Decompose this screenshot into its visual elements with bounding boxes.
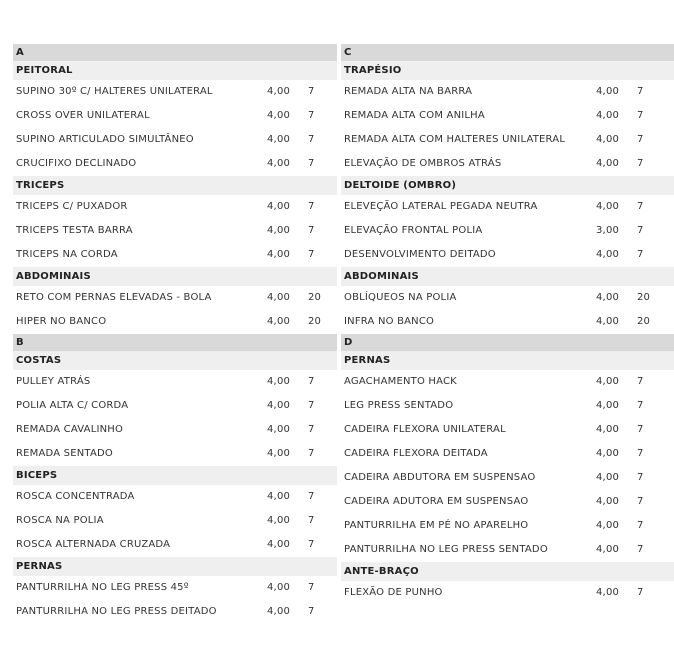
exercise-name: CADEIRA FLEXORA DEITADA: [344, 448, 488, 459]
exercise-name: CROSS OVER UNILATERAL: [16, 110, 150, 121]
exercise-load: 4,00: [596, 544, 620, 555]
exercise-load: 4,00: [267, 201, 291, 212]
exercise-row: [341, 243, 674, 267]
exercise-reps: 7: [637, 376, 644, 387]
exercise-reps: 7: [637, 86, 644, 97]
exercise-reps: 20: [637, 292, 651, 303]
exercise-load: 4,00: [596, 158, 620, 169]
exercise-reps: 7: [637, 225, 644, 236]
exercise-row: [13, 243, 337, 267]
exercise-reps: 7: [637, 110, 644, 121]
exercise-name: HIPER NO BANCO: [16, 316, 107, 327]
exercise-name: PULLEY ATRÁS: [16, 376, 91, 387]
exercise-row: [341, 514, 674, 538]
exercise-row: [341, 286, 674, 310]
exercise-name: ROSCA CONCENTRADA: [16, 491, 135, 502]
exercise-load: 4,00: [267, 606, 291, 617]
exercise-row: [13, 418, 337, 442]
exercise-reps: 7: [637, 496, 644, 507]
exercise-row: [341, 418, 674, 442]
section-title: ABDOMINAIS: [341, 267, 674, 286]
section-title: DELTOIDE (OMBRO): [341, 176, 674, 195]
section-title: PERNAS: [13, 557, 337, 576]
exercise-load: 4,00: [267, 249, 291, 260]
exercise-load: 4,00: [596, 400, 620, 411]
exercise-load: 4,00: [267, 376, 291, 387]
block-header-a: A: [13, 44, 337, 61]
workout-block-b: [13, 334, 337, 624]
exercise-load: 4,00: [596, 520, 620, 531]
exercise-reps: 7: [637, 520, 644, 531]
exercise-reps: 20: [308, 292, 322, 303]
exercise-name: TRICEPS C/ PUXADOR: [16, 201, 128, 212]
exercise-name: INFRA NO BANCO: [344, 316, 435, 327]
exercise-load: 4,00: [267, 158, 291, 169]
exercise-load: 4,00: [596, 134, 620, 145]
exercise-row: [341, 128, 674, 152]
exercise-load: 4,00: [267, 316, 291, 327]
exercise-row: [13, 485, 337, 509]
exercise-name: PANTURRILHA NO LEG PRESS SENTADO: [344, 544, 548, 555]
exercise-reps: 7: [637, 544, 644, 555]
exercise-name: OBLÍQUEOS NA POLIA: [344, 292, 457, 303]
exercise-name: ELEVEÇÃO LATERAL PEGADA NEUTRA: [344, 201, 538, 212]
exercise-row: [13, 370, 337, 394]
exercise-reps: 7: [637, 400, 644, 411]
exercise-reps: 7: [637, 158, 644, 169]
exercise-row: [341, 104, 674, 128]
exercise-name: ROSCA NA POLIA: [16, 515, 104, 526]
exercise-load: 4,00: [267, 110, 291, 121]
exercise-row: [13, 104, 337, 128]
exercise-load: 4,00: [596, 424, 620, 435]
exercise-name: CADEIRA FLEXORA UNILATERAL: [344, 424, 506, 435]
exercise-name: TRICEPS NA CORDA: [16, 249, 118, 260]
exercise-load: 4,00: [267, 539, 291, 550]
exercise-name: RETO COM PERNAS ELEVADAS - BOLA: [16, 292, 212, 303]
exercise-row: [341, 581, 674, 605]
exercise-row: [13, 394, 337, 418]
exercise-reps: 7: [637, 249, 644, 260]
exercise-row: [341, 370, 674, 394]
exercise-name: PANTURRILHA NO LEG PRESS 45º: [16, 582, 189, 593]
exercise-row: [341, 466, 674, 490]
exercise-reps: 7: [308, 491, 315, 502]
block-header-c: C: [341, 44, 674, 61]
section-triceps: [13, 176, 337, 267]
exercise-name: POLIA ALTA C/ CORDA: [16, 400, 129, 411]
exercise-reps: 7: [308, 400, 315, 411]
exercise-name: SUPINO ARTICULADO SIMULTÂNEO: [16, 134, 194, 145]
section-abdominais: [341, 267, 674, 334]
exercise-reps: 20: [308, 316, 322, 327]
exercise-row: [341, 310, 674, 334]
exercise-reps: 7: [308, 448, 315, 459]
exercise-load: 4,00: [596, 110, 620, 121]
exercise-load: 4,00: [596, 376, 620, 387]
exercise-load: 4,00: [596, 496, 620, 507]
exercise-name: SUPINO 30º C/ HALTERES UNILATERAL: [16, 86, 213, 97]
exercise-reps: 7: [308, 225, 315, 236]
exercise-reps: 7: [637, 424, 644, 435]
section-abdominais: [13, 267, 337, 334]
exercise-reps: 7: [308, 110, 315, 121]
exercise-name: CRUCIFIXO DECLINADO: [16, 158, 137, 169]
exercise-reps: 7: [308, 582, 315, 593]
exercise-name: ELEVAÇÃO DE OMBROS ATRÁS: [344, 158, 502, 169]
exercise-load: 4,00: [596, 587, 620, 598]
workout-column-left: [13, 44, 337, 624]
section-costas: [13, 351, 337, 466]
exercise-load: 4,00: [267, 515, 291, 526]
section-biceps: [13, 466, 337, 557]
exercise-load: 4,00: [267, 448, 291, 459]
section-title: BICEPS: [13, 466, 337, 485]
section-ante-braco: [341, 562, 674, 605]
exercise-load: 4,00: [596, 201, 620, 212]
exercise-name: REMADA CAVALINHO: [16, 424, 124, 435]
exercise-row: [13, 600, 337, 624]
exercise-load: 4,00: [596, 292, 620, 303]
exercise-row: [13, 195, 337, 219]
exercise-name: ELEVAÇÃO FRONTAL POLIA: [344, 225, 483, 236]
section-title: ABDOMINAIS: [13, 267, 337, 286]
exercise-load: 4,00: [267, 134, 291, 145]
block-header-b: B: [13, 334, 337, 351]
exercise-reps: 7: [308, 249, 315, 260]
exercise-name: AGACHAMENTO HACK: [344, 376, 457, 387]
exercise-load: 4,00: [596, 316, 620, 327]
exercise-row: [13, 310, 337, 334]
exercise-row: [13, 219, 337, 243]
section-title: PERNAS: [341, 351, 674, 370]
exercise-reps: 7: [308, 201, 315, 212]
exercise-reps: 20: [637, 316, 651, 327]
exercise-load: 4,00: [267, 292, 291, 303]
exercise-reps: 7: [308, 158, 315, 169]
exercise-name: CADEIRA ABDUTORA EM SUSPENSAO: [344, 472, 536, 483]
exercise-load: 4,00: [596, 86, 620, 97]
exercise-row: [13, 576, 337, 600]
exercise-load: 4,00: [267, 491, 291, 502]
exercise-reps: 7: [637, 587, 644, 598]
exercise-load: 4,00: [267, 582, 291, 593]
exercise-name: ROSCA ALTERNADA CRUZADA: [16, 539, 171, 550]
exercise-row: [13, 442, 337, 466]
section-peitoral: [13, 61, 337, 176]
exercise-row: [13, 509, 337, 533]
section-title: ANTE-BRAÇO: [341, 562, 674, 581]
exercise-name: REMADA ALTA COM ANILHA: [344, 110, 485, 121]
exercise-load: 4,00: [267, 400, 291, 411]
workout-column-right: [341, 44, 674, 605]
block-header-d: D: [341, 334, 674, 351]
exercise-row: [341, 195, 674, 219]
exercise-reps: 7: [308, 606, 315, 617]
exercise-load: 4,00: [267, 225, 291, 236]
exercise-load: 4,00: [596, 472, 620, 483]
exercise-load: 3,00: [596, 225, 620, 236]
section-title: PEITORAL: [13, 61, 337, 80]
exercise-row: [13, 286, 337, 310]
exercise-reps: 7: [637, 472, 644, 483]
workout-block-d: [341, 334, 674, 605]
workout-block-a: [13, 44, 337, 334]
section-pernas: [13, 557, 337, 624]
section-pernas: [341, 351, 674, 562]
exercise-name: FLEXÃO DE PUNHO: [344, 587, 443, 598]
exercise-reps: 7: [308, 86, 315, 97]
exercise-reps: 7: [637, 448, 644, 459]
section-trapesio: [341, 61, 674, 176]
workout-block-c: [341, 44, 674, 334]
exercise-load: 4,00: [267, 424, 291, 435]
exercise-name: LEG PRESS SENTADO: [344, 400, 454, 411]
exercise-row: [341, 490, 674, 514]
exercise-name: PANTURRILHA NO LEG PRESS DEITADO: [16, 606, 217, 617]
section-title: TRAPÉSIO: [341, 61, 674, 80]
exercise-name: REMADA SENTADO: [16, 448, 113, 459]
section-deltoide-ombro: [341, 176, 674, 267]
exercise-reps: 7: [308, 376, 315, 387]
exercise-reps: 7: [308, 515, 315, 526]
exercise-reps: 7: [637, 134, 644, 145]
exercise-row: [341, 442, 674, 466]
exercise-load: 4,00: [267, 86, 291, 97]
exercise-reps: 7: [308, 134, 315, 145]
exercise-row: [13, 128, 337, 152]
exercise-name: CADEIRA ADUTORA EM SUSPENSAO: [344, 496, 529, 507]
exercise-name: DESENVOLVIMENTO DEITADO: [344, 249, 496, 260]
exercise-name: REMADA ALTA NA BARRA: [344, 86, 473, 97]
exercise-row: [341, 80, 674, 104]
exercise-name: PANTURRILHA EM PÉ NO APARELHO: [344, 520, 529, 531]
exercise-row: [13, 152, 337, 176]
exercise-name: TRICEPS TESTA BARRA: [16, 225, 133, 236]
section-title: TRICEPS: [13, 176, 337, 195]
exercise-row: [341, 394, 674, 418]
exercise-row: [13, 80, 337, 104]
exercise-reps: 7: [308, 539, 315, 550]
exercise-reps: 7: [308, 424, 315, 435]
exercise-load: 4,00: [596, 448, 620, 459]
section-title: COSTAS: [13, 351, 337, 370]
exercise-name: REMADA ALTA COM HALTERES UNILATERAL: [344, 134, 566, 145]
exercise-load: 4,00: [596, 249, 620, 260]
exercise-row: [341, 538, 674, 562]
exercise-reps: 7: [637, 201, 644, 212]
exercise-row: [13, 533, 337, 557]
exercise-row: [341, 152, 674, 176]
exercise-row: [341, 219, 674, 243]
